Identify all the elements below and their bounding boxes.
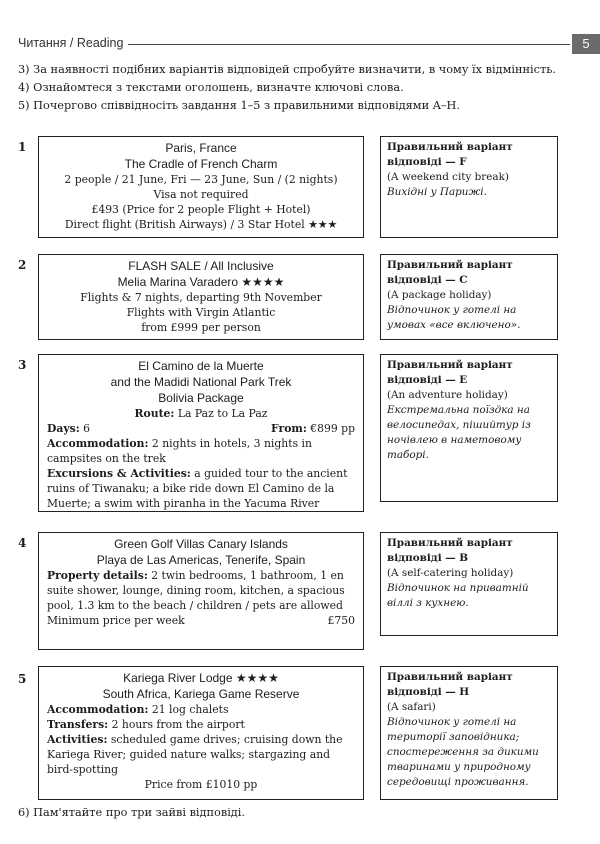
advert-2 [38,254,364,340]
item-number: 3 [18,358,27,372]
ad-title: Paris, France [165,141,237,155]
final-note: 6) Пам'ятайте про три зайві відповіді. [18,806,245,819]
ad-title: Green Golf Villas Canary Islands [114,537,288,551]
answer-label: Правильний варіант відповіді — F [387,141,513,168]
ad-min-price: Minimum price per week £750 [47,614,355,627]
ad-subtitle: The Cradle of French Charm [124,157,278,171]
answer-ukrainian: Відпочинок на приватній віллі з кухнею. [387,582,529,609]
answer-english: (A package holiday) [387,289,492,301]
ad-line: from £999 per person [141,321,261,334]
ad-title: FLASH SALE / All Inclusive [128,259,274,273]
advert-3 [38,354,364,512]
instruction-4: 4) Ознайомтеся з текстами оголошень, визначте ключові слова. [18,81,404,94]
ad-line: 2 people / 21 June, Fri — 23 June, Sun / (2 nights) [64,173,338,186]
ad-property: Property details: 2 twin bedrooms, 1 bathroom, 1 en suite shower, lounge, dining room, kitchen, a spacious pool, 1.3 km to the beach / children / pets are allowed [47,569,345,612]
ad-accommodation: Accommodation: 2 nights in hotels, 3 nights in campsites on the trek [47,437,312,465]
item-number: 1 [18,140,27,154]
page-number: 5 [572,34,600,54]
ad-excursions: Excursions & Activities: a guided tour to the ancient ruins of Tiwanaku; a bike ride down El Camino de la Muerte; a swim with piranha in the Yacuma River [47,467,348,510]
ad-route: Route: La Paz to La Paz [134,407,268,420]
header-rule [128,44,570,45]
ad-subtitle: Melia Marina Varadero ★★★★ [117,275,285,289]
ad-subtitle: Playa de Las Americas, Tenerife, Spain [96,553,306,567]
advert-4 [38,532,364,650]
ad-subtitle: Bolivia Package [158,391,244,405]
ad-accommodation: Accommodation: 21 log chalets [47,703,229,716]
ad-transfers: Transfers: 2 hours from the airport [47,718,245,731]
item-number: 5 [18,672,27,686]
answer-4 [380,532,558,636]
page-header [18,36,600,54]
ad-title: El Camino de la Muerte [138,359,264,373]
advert-1 [38,136,364,238]
ad-price: Price from £1010 pp [144,778,258,791]
answer-ukrainian: Відпочинок у готелі на території заповідника; спостереження за дикими тваринами у природному середовищі проживання. [387,716,539,788]
answer-english: (A safari) [387,701,436,713]
ad-line: £493 (Price for 2 people Flight + Hotel) [91,203,311,216]
advert-5 [38,666,364,800]
answer-1 [380,136,558,238]
answer-label: Правильний варіант відповіді — H [387,671,513,698]
section-title: Читання / Reading [18,36,127,50]
answer-ukrainian: Екстремальна поїздка на велосипедах, пішийтур із ночівлею в наметовому таборі. [387,404,531,461]
answer-ukrainian: Вихідні у Парижі. [387,186,487,198]
ad-line: Direct flight (British Airways) / 3 Star Hotel ★★★ [64,218,338,231]
ad-days-row: Days: 6 From: €899 pp [47,422,355,435]
ad-line: Visa not required [153,188,249,201]
answer-english: (A weekend city break) [387,171,509,183]
ad-subtitle: South Africa, Kariega Game Reserve [102,687,300,701]
instruction-3: 3) За наявності подібних варіантів відповідей спробуйте визначити, в чому їх відмінність. [18,63,556,76]
answer-5 [380,666,558,800]
answer-label: Правильний варіант відповіді — B [387,537,513,564]
ad-line: Flights with Virgin Atlantic [126,306,276,319]
answer-3 [380,354,558,502]
answer-english: (An adventure holiday) [387,389,508,401]
instructions [18,62,578,116]
instruction-5: 5) Почергово співвідносіть завдання 1–5 з правильними відповідями A–H. [18,99,460,112]
ad-subtitle: and the Madidi National Park Trek [110,375,292,389]
answer-english: (A self-catering holiday) [387,567,514,579]
ad-activities: Activities: scheduled game drives; cruising down the Kariega River; guided nature walks; stargazing and bird-spotting [47,733,343,776]
answer-label: Правильний варіант відповіді — C [387,259,513,286]
item-number: 2 [18,258,27,272]
ad-title: Kariega River Lodge ★★★★ [123,671,279,685]
ad-line: Flights & 7 nights, departing 9th November [80,291,322,304]
answer-ukrainian: Відпочинок у готелі на умовах «все включено». [387,304,521,331]
item-number: 4 [18,536,27,550]
answer-label: Правильний варіант відповіді — E [387,359,513,386]
answer-2 [380,254,558,340]
